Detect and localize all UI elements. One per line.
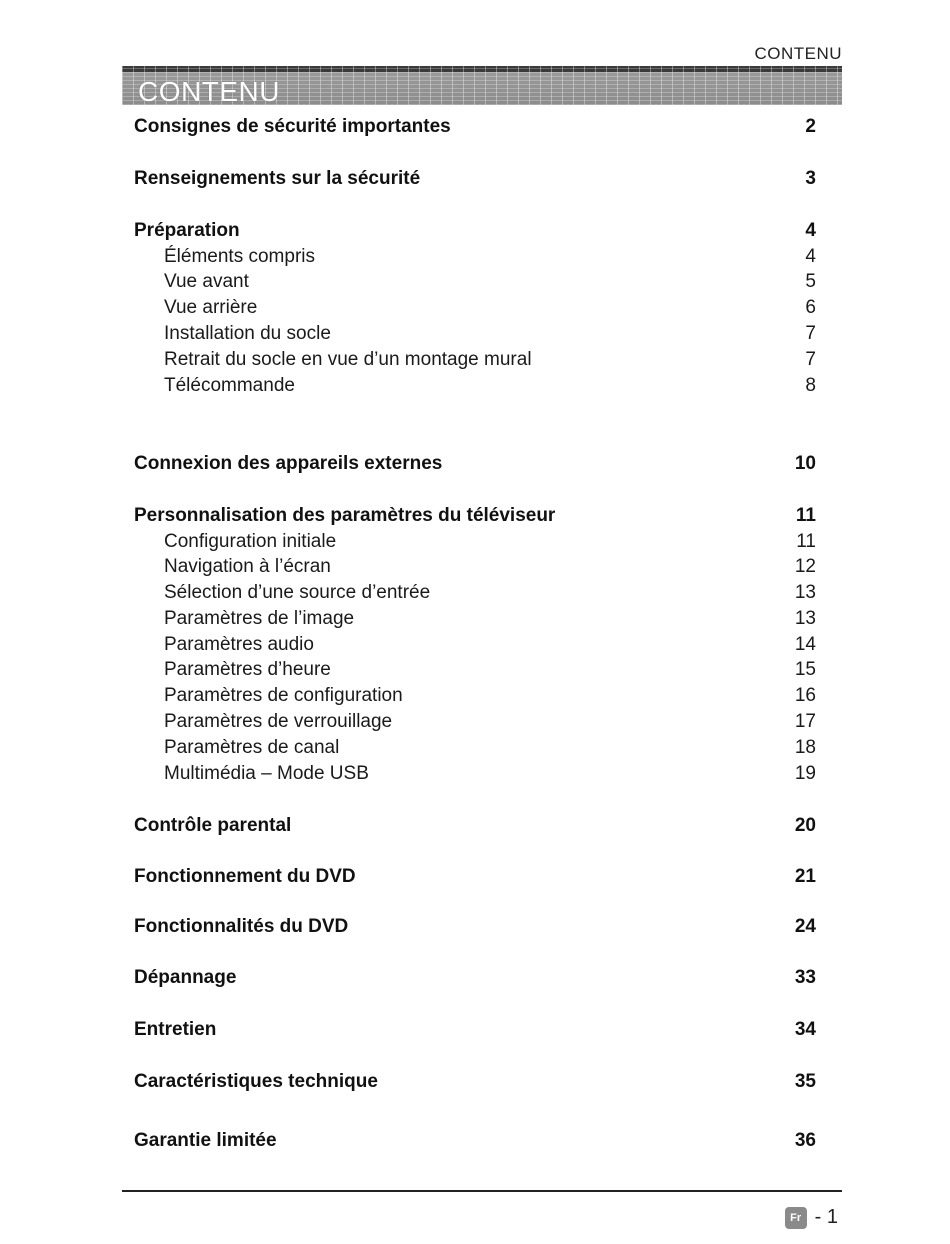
toc-entry-label: Configuration initiale xyxy=(164,531,337,552)
toc-entry-label: Connexion des appareils externes xyxy=(134,453,443,474)
toc-section-entry xyxy=(134,452,816,476)
toc-entry-page: 14 xyxy=(794,634,816,655)
toc-entry-label: Vue avant xyxy=(164,271,249,292)
toc-subsection-entry xyxy=(164,555,816,579)
toc-entry-label: Paramètres d’heure xyxy=(164,659,331,680)
toc-entry-page: 6 xyxy=(805,297,816,318)
toc-entry-label: Renseignements sur la sécurité xyxy=(134,168,421,189)
toc-entry-page: 10 xyxy=(794,453,816,474)
toc-entry-page: 21 xyxy=(794,866,816,887)
toc-entry-page: 18 xyxy=(794,737,816,758)
toc-entry-page: 8 xyxy=(805,375,816,396)
toc-subsection-entry xyxy=(164,322,816,346)
toc-entry-label: Vue arrière xyxy=(164,297,258,318)
toc-entry-page: 16 xyxy=(794,685,816,706)
toc-subsection-entry xyxy=(164,684,816,708)
toc-section-entry xyxy=(134,814,816,838)
toc-subsection-entry xyxy=(164,374,816,398)
toc-entry-page: 33 xyxy=(794,967,816,988)
toc-subsection-entry xyxy=(164,270,816,294)
toc-entry-page: 4 xyxy=(805,220,816,241)
toc-entry-page: 13 xyxy=(794,582,816,603)
toc-entry-label: Paramètres audio xyxy=(164,634,314,655)
toc-entry-label: Consignes de sécurité importantes xyxy=(134,116,451,137)
toc-entry-label: Paramètres de l’image xyxy=(164,608,355,629)
language-badge-icon: Fr xyxy=(785,1207,807,1229)
toc-entry-page: 2 xyxy=(805,116,816,137)
toc-entry-label: Contrôle parental xyxy=(134,815,292,836)
toc-section-entry xyxy=(134,1129,816,1153)
toc-entry-label: Télécommande xyxy=(164,375,295,396)
page-number-text: - 1 xyxy=(814,1206,838,1228)
toc-entry-label: Préparation xyxy=(134,220,240,241)
footer-divider xyxy=(122,1190,842,1192)
toc-entry-label: Garantie limitée xyxy=(134,1130,277,1151)
page-number xyxy=(785,1206,838,1229)
toc-entry-page: 7 xyxy=(805,323,816,344)
toc-section-entry xyxy=(134,1070,816,1094)
toc-section-entry xyxy=(134,966,816,990)
toc-entry-label: Paramètres de canal xyxy=(164,737,340,758)
toc-section-entry xyxy=(134,115,816,139)
toc-subsection-entry xyxy=(164,296,816,320)
toc-entry-page: 35 xyxy=(794,1071,816,1092)
toc-subsection-entry xyxy=(164,245,816,269)
toc-entry-label: Fonctionnalités du DVD xyxy=(134,916,349,937)
toc-section-entry xyxy=(134,167,816,191)
toc-entry-label: Éléments compris xyxy=(164,246,315,267)
toc-subsection-entry xyxy=(164,762,816,786)
toc-subsection-entry xyxy=(164,581,816,605)
toc-entry-page: 5 xyxy=(805,271,816,292)
toc-section-entry xyxy=(134,219,816,243)
toc-entry-label: Retrait du socle en vue d’un montage mural xyxy=(164,349,532,370)
toc-entry-label: Personnalisation des paramètres du téléviseur xyxy=(134,505,556,526)
toc-subsection-entry xyxy=(164,710,816,734)
toc-subsection-entry xyxy=(164,530,816,554)
toc-entry-page: 34 xyxy=(794,1019,816,1040)
toc-entry-page: 7 xyxy=(805,349,816,370)
toc-entry-label: Paramètres de verrouillage xyxy=(164,711,393,732)
toc-entry-page: 36 xyxy=(794,1130,816,1151)
toc-entry-label: Paramètres de configuration xyxy=(164,685,403,706)
toc-entry-label: Navigation à l’écran xyxy=(164,556,331,577)
toc-entry-page: 3 xyxy=(805,168,816,189)
toc-entry-label: Multimédia – Mode USB xyxy=(164,763,369,784)
toc-subsection-entry xyxy=(164,736,816,760)
toc-entry-page: 11 xyxy=(795,505,816,526)
toc-entry-page: 15 xyxy=(794,659,816,680)
toc-subsection-entry xyxy=(164,607,816,631)
toc-entry-page: 4 xyxy=(805,246,816,267)
banner-title: CONTENU xyxy=(138,76,280,105)
toc-subsection-entry xyxy=(164,658,816,682)
toc-entry-label: Fonctionnement du DVD xyxy=(134,866,356,887)
toc-subsection-entry xyxy=(164,633,816,657)
toc-entry-label: Caractéristiques technique xyxy=(134,1071,378,1092)
toc-entry-label: Installation du socle xyxy=(164,323,331,344)
toc-section-entry xyxy=(134,1018,816,1042)
toc-entry-page: 12 xyxy=(794,556,816,577)
toc-entry-label: Dépannage xyxy=(134,967,237,988)
toc-section-entry xyxy=(134,865,816,889)
toc-entry-page: 24 xyxy=(794,916,816,937)
running-header: CONTENU xyxy=(754,44,842,63)
toc-section-entry xyxy=(134,915,816,939)
toc-entry-label: Sélection d’une source d’entrée xyxy=(164,582,431,603)
toc-entry-page: 20 xyxy=(794,815,816,836)
toc-entry-page: 13 xyxy=(794,608,816,629)
toc-subsection-entry xyxy=(164,348,816,372)
toc-entry-page: 17 xyxy=(794,711,816,732)
toc-entry-label: Entretien xyxy=(134,1019,217,1040)
toc-entry-page: 19 xyxy=(794,763,816,784)
toc-entry-page: 11 xyxy=(796,531,816,552)
toc-section-entry xyxy=(134,504,816,528)
